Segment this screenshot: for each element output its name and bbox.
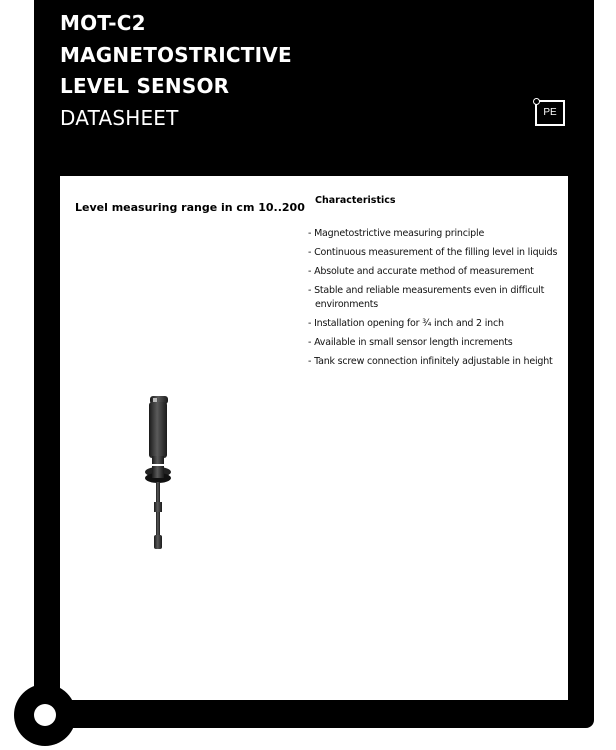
document-subtitle: DATASHEET: [60, 105, 179, 130]
characteristics-title: Characteristics: [315, 195, 396, 206]
badge-label: PE: [543, 107, 557, 118]
corner-ring-decoration: [14, 684, 76, 746]
title-line-1: MOT-C2: [60, 11, 146, 35]
characteristic-item: - Magnetostrictive measuring principle: [308, 227, 558, 241]
sensor-product-image: [140, 392, 180, 554]
characteristic-item: - Installation opening for ¾ inch and 2 inch: [308, 317, 558, 331]
title-line-2: MAGNETOSTRICTIVE: [60, 42, 292, 67]
characteristic-item: - Tank screw connection infinitely adjustable in height: [308, 355, 558, 369]
ring-hole: [34, 704, 56, 726]
document-title: [60, 8, 292, 134]
characteristic-item: - Stable and reliable measurements even in difficult environments: [308, 284, 558, 312]
range-label: Level measuring range in cm 10..200: [75, 201, 305, 214]
characteristics-list: [308, 227, 558, 374]
characteristic-item: - Absolute and accurate method of measurement: [308, 265, 558, 279]
characteristic-item: - Continuous measurement of the filling level in liquids: [308, 246, 558, 260]
title-line-3: LEVEL SENSOR: [60, 74, 230, 98]
badge-dot: [533, 98, 540, 105]
pe-badge-icon: [535, 100, 565, 126]
characteristic-item: - Available in small sensor length increments: [308, 336, 558, 350]
